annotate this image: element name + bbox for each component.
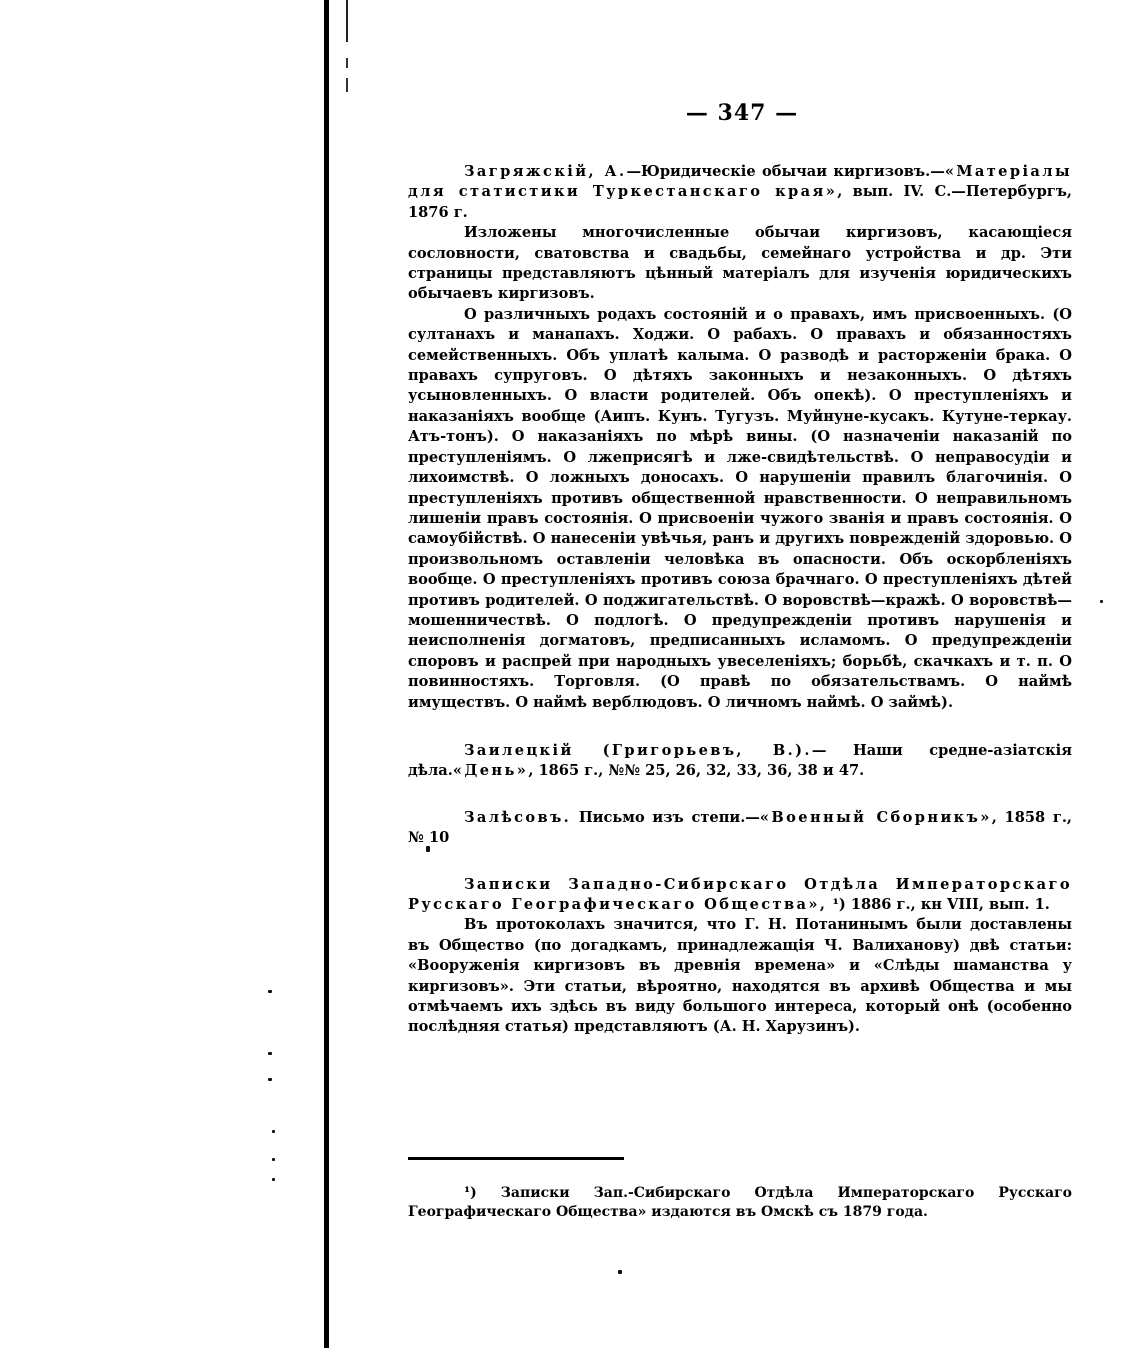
entry-author: Записки Западно-Сибирскаго Отдѣла Императорскаго Русскаго Географическаго Общества», (408, 875, 1072, 913)
entry-author: Залѣсовъ. (464, 808, 572, 826)
entry-annotation: Въ протоколахъ значится, что Г. Н. Потанинымъ были доставлены въ Общество (по догадкамъ, принадлежащія Ч. Валиханову) двѣ статьи: «Вооруженія киргизовъ въ древнія времена» и «Слѣды шаманства у киргизовъ». Эти статьи, вѣроятно, находятся въ архивѣ Общества и мы отмѣчаемъ ихъ здѣсь въ виду большого интереса, который онѣ (особенно послѣдняя статья) представляютъ (А. Н. Харузинъ). (408, 916, 1072, 1036)
bibliography-entry (408, 808, 1072, 849)
entry-author: Заилецкій (Григорьевъ, В.). (464, 741, 812, 759)
entry-heading (408, 808, 1072, 849)
ink-speck (272, 1158, 275, 1161)
entry-source: «Матеріалы для статистики Туркестанскаго края» (408, 163, 1072, 201)
entry-title: Письмо изъ степи.— (571, 808, 760, 826)
binding-edge-mark (346, 0, 348, 42)
entry-annotation: О различныхъ родахъ состояній и о правахъ, имъ присвоенныхъ. (О султанахъ и манапахъ. Ходжи. О рабахъ. О правахъ и обязанностяхъ семейственныхъ. Объ уплатѣ калыма. О разводѣ и расторженіи брака. О правахъ супруговъ. О дѣтяхъ законныхъ и незаконныхъ. О дѣтяхъ усыновленныхъ. О власти родителей. Объ опекѣ). О преступленіяхъ и наказаніяхъ вообще (Аипъ. Кунъ. Тугузъ. Муйнуне-кусакъ. Кутуне-теркау. Атъ-тонъ). О наказаніяхъ по мѣрѣ вины. (О назначеніи наказаній по преступленіямъ. О лжеприсягѣ и лже-свидѣтельствѣ. О неправосудіи и лихоимствѣ. О ложныхъ доносахъ. О нарушеніи правилъ благочинія. О преступленіяхъ противъ общественной нравственности. О неправильномъ лишеніи правъ состоянія. О присвоеніи чужого званія и правъ состоянія. О самоубійствѣ. О нанесеніи увѣчья, ранъ и другихъ поврежденій здоровью. О произвольномъ оставленіи человѣка въ опасности. Объ оскорбленіяхъ вообще. О преступленіяхъ противъ союза брачнаго. О преступленіяхъ дѣтей противъ родителей. О поджигательствѣ. О воровствѣ—кражѣ. О воровствѣ—мошенничествѣ. О подлогѣ. О предупрежденіи противъ нарушенія и неисполненія догматовъ, предписанныхъ исламомъ. О предупрежденіи споровъ и распрей при народныхъ увеселеніяхъ; борьбѣ, скачкахъ и т. п. О повинностяхъ. Торговля. (О правѣ по обязательствамъ. О наймѣ имуществъ. О наймѣ верблюдовъ. О личномъ наймѣ. О займѣ). (408, 305, 1072, 711)
ink-speck (618, 1270, 622, 1274)
entry-title: —Юридическіе обычаи киргизовъ.— (626, 163, 945, 180)
entry-details: , 1858 г., № 10 (408, 808, 1072, 847)
bibliography-entry (408, 875, 1072, 1038)
entry-heading (408, 741, 1072, 782)
entry-details: ¹) 1886 г., кн VIII, вып. 1. (827, 896, 1050, 913)
ink-speck (1100, 600, 1103, 603)
entry-source: «День» (452, 762, 529, 780)
entry-heading (408, 162, 1072, 223)
entry-annotation: Изложены многочисленные обычаи киргизовъ, касающіеся сословности, сватовства и свадьбы, семейнаго устройства и др. Эти страницы представляютъ цѣнный матеріалъ для изученія юридическихъ обычаевъ киргизовъ. (408, 224, 1072, 303)
entry-author: Загряжскій, А. (464, 163, 627, 180)
binding-edge-mark (346, 58, 348, 68)
binding-edge-line (324, 0, 329, 1348)
ink-speck (268, 1078, 272, 1081)
entry-details: , 1865 г., №№ 25, 26, 32, 33, 36, 38 и 47. (528, 762, 865, 780)
ink-speck (268, 1052, 272, 1055)
bibliography-entry (408, 162, 1072, 713)
footnote-separator (408, 1157, 624, 1160)
bibliography-entries (408, 162, 1072, 1044)
binding-edge-mark (346, 78, 348, 92)
entry-title: — Наши средне-азіатскія дѣла. (408, 741, 1072, 780)
ink-speck (268, 990, 272, 993)
footnote: ¹) Записки Зап.-Сибирскаго Отдѣла Императорскаго Русскаго Географическаго Общества» издаются въ Омскѣ съ 1879 года. (408, 1185, 1072, 1220)
ink-speck (272, 1178, 275, 1181)
bibliography-entry (408, 741, 1072, 782)
entry-source: «Военный Сборникъ» (759, 808, 992, 826)
ink-speck (272, 1130, 275, 1133)
page-number: — 347 — (685, 100, 799, 126)
entry-heading (408, 875, 1072, 916)
entry-details: , вып. IV. С.—Петербургъ, 1876 г. (408, 183, 1072, 221)
